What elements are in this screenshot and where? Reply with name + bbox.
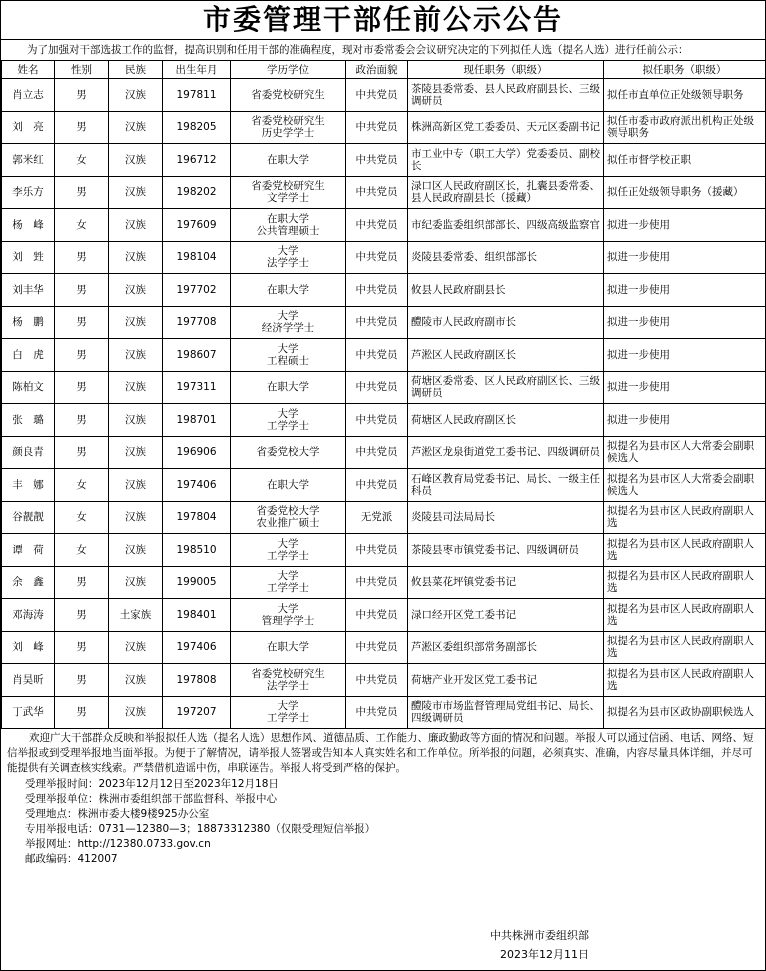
intro-text: 为了加强对干部选拔工作的监督，提高识别和任用干部的准确程度，现对市委常委会会议研究决定的下列拟任人选（提名人选）进行任前公示：: [27, 44, 689, 56]
ethnicity-cell: 汉族: [109, 696, 163, 729]
report-phone: 专用举报电话：0731—12380—3；18873312380（仅限受理短信举报）: [25, 823, 376, 835]
proposed-position-cell: 拟任正处级领导职务（援藏）: [604, 176, 766, 209]
current-position-cell: 荷塘产业开发区党工委书记: [408, 664, 604, 697]
gender-cell: 男: [55, 306, 109, 339]
gender-cell: 女: [55, 209, 109, 242]
current-position-cell: 醴陵市人民政府副市长: [408, 306, 604, 339]
table-row: [2, 566, 766, 599]
current-position-cell: 醴陵市市场监督管理局党组书记、局长、四级调研员: [408, 696, 604, 729]
proposed-position-cell: 拟提名为县市区人民政府副职人选: [604, 664, 766, 697]
current-position-cell: 荷塘区人民政府副区长: [408, 404, 604, 437]
signature-org: 中共株洲市委组织部: [490, 929, 589, 942]
table-row: [2, 696, 766, 729]
birth-cell: 198701: [163, 404, 231, 437]
name-cell: 肖昊昕: [2, 664, 55, 697]
header-political-status: 政治面貌: [346, 61, 408, 79]
ethnicity-cell: 汉族: [109, 371, 163, 404]
education-cell: 省委党校研究生 历史学学士: [231, 111, 346, 144]
gender-cell: 女: [55, 534, 109, 567]
ethnicity-cell: 汉族: [109, 664, 163, 697]
name-cell: 丰 娜: [2, 469, 55, 502]
proposed-position-cell: 拟进一步使用: [604, 371, 766, 404]
report-unit: 受理举报单位：株洲市委组织部干部监督科、举报中心: [25, 793, 277, 805]
political-status-cell: 中共党员: [346, 306, 408, 339]
gender-cell: 男: [55, 241, 109, 274]
ethnicity-cell: 汉族: [109, 306, 163, 339]
education-cell: 大学 工程硕士: [231, 339, 346, 372]
education-cell: 大学 工学学士: [231, 566, 346, 599]
gender-cell: 男: [55, 631, 109, 664]
birth-cell: 197207: [163, 696, 231, 729]
ethnicity-cell: 汉族: [109, 176, 163, 209]
name-cell: 肖立志: [2, 79, 55, 112]
birth-cell: 197702: [163, 274, 231, 307]
candidate-table: [1, 60, 766, 729]
report-time: 受理举报时间：2023年12月12日至2023年12月18日: [25, 778, 279, 790]
notice-text: 欢迎广大干部群众反映和举报拟任人选（提名人选）思想作风、道德品质、工作能力、廉政勤政等方面的情况和问题。举报人可以通过信函、电话、网络、短信举报或到受理举报地当面举报。为便于了解情况，请举报人签署或告知本人真实姓名和工作单位。所举报的问题，必须真实、准确，内容尽量具体详细，并尽可能提供有关调查核实线索。严禁借机造谣中伤，串联诬告。举报人将受到严格的保护。: [7, 732, 754, 774]
gender-cell: 女: [55, 469, 109, 502]
birth-cell: 198104: [163, 241, 231, 274]
current-position-cell: 攸县人民政府副县长: [408, 274, 604, 307]
table-row: [2, 534, 766, 567]
table-row: [2, 209, 766, 242]
political-status-cell: 中共党员: [346, 144, 408, 177]
birth-cell: 197311: [163, 371, 231, 404]
education-cell: 在职大学: [231, 469, 346, 502]
birth-cell: 198510: [163, 534, 231, 567]
gender-cell: 女: [55, 501, 109, 534]
education-cell: 在职大学: [231, 274, 346, 307]
political-status-cell: 中共党员: [346, 274, 408, 307]
birth-cell: 196712: [163, 144, 231, 177]
name-cell: 刘 亮: [2, 111, 55, 144]
report-location: 受理地点：株洲市委大楼9楼925办公室: [25, 808, 210, 820]
proposed-position-cell: 拟任市督学校正职: [604, 144, 766, 177]
table-body: [2, 79, 766, 729]
name-cell: 郭米红: [2, 144, 55, 177]
notice-section: [1, 729, 765, 776]
education-cell: 大学 工学学士: [231, 404, 346, 437]
gender-cell: 男: [55, 111, 109, 144]
birth-cell: 197406: [163, 469, 231, 502]
current-position-cell: 荷塘区委常委、区人民政府副区长、三级调研员: [408, 371, 604, 404]
current-position-cell: 芦淞区人民政府副区长: [408, 339, 604, 372]
name-cell: 丁武华: [2, 696, 55, 729]
political-status-cell: 中共党员: [346, 241, 408, 274]
proposed-position-cell: 拟进一步使用: [604, 241, 766, 274]
gender-cell: 女: [55, 144, 109, 177]
ethnicity-cell: 汉族: [109, 144, 163, 177]
education-cell: 在职大学: [231, 631, 346, 664]
current-position-cell: 株洲高新区党工委委员、天元区委副书记: [408, 111, 604, 144]
table-row: [2, 144, 766, 177]
report-website: 举报网址：http://12380.0733.gov.cn: [25, 838, 211, 850]
political-status-cell: 中共党员: [346, 79, 408, 112]
current-position-cell: 攸县菜花坪镇党委书记: [408, 566, 604, 599]
political-status-cell: 中共党员: [346, 436, 408, 469]
header-gender: 性别: [55, 61, 109, 79]
gender-cell: 男: [55, 79, 109, 112]
political-status-cell: 中共党员: [346, 404, 408, 437]
current-position-cell: 炎陵县委常委、组织部部长: [408, 241, 604, 274]
header-name: 姓名: [2, 61, 55, 79]
name-cell: 杨 峰: [2, 209, 55, 242]
proposed-position-cell: 拟进一步使用: [604, 209, 766, 242]
ethnicity-cell: 汉族: [109, 209, 163, 242]
political-status-cell: 中共党员: [346, 696, 408, 729]
gender-cell: 男: [55, 696, 109, 729]
proposed-position-cell: 拟提名为县市区政协副职候选人: [604, 696, 766, 729]
table-row: [2, 79, 766, 112]
name-cell: 白 虎: [2, 339, 55, 372]
gender-cell: 男: [55, 404, 109, 437]
ethnicity-cell: 汉族: [109, 111, 163, 144]
education-cell: 省委党校研究生 法学学士: [231, 664, 346, 697]
name-cell: 颜良青: [2, 436, 55, 469]
proposed-position-cell: 拟进一步使用: [604, 339, 766, 372]
name-cell: 李乐方: [2, 176, 55, 209]
education-cell: 大学 法学学士: [231, 241, 346, 274]
gender-cell: 男: [55, 176, 109, 209]
proposed-position-cell: 拟提名为县市区人民政府副职人选: [604, 599, 766, 632]
current-position-cell: 茶陵县委常委、县人民政府副县长、三级调研员: [408, 79, 604, 112]
current-position-cell: 茶陵县枣市镇党委书记、四级调研员: [408, 534, 604, 567]
header-ethnicity: 民族: [109, 61, 163, 79]
political-status-cell: 中共党员: [346, 209, 408, 242]
current-position-cell: 渌口经开区党工委书记: [408, 599, 604, 632]
proposed-position-cell: 拟进一步使用: [604, 274, 766, 307]
political-status-cell: 中共党员: [346, 631, 408, 664]
table-row: [2, 404, 766, 437]
current-position-cell: 石峰区教育局党委书记、局长、一级主任科员: [408, 469, 604, 502]
ethnicity-cell: 汉族: [109, 566, 163, 599]
table-row: [2, 664, 766, 697]
birth-cell: 197708: [163, 306, 231, 339]
name-cell: 陈柏文: [2, 371, 55, 404]
political-status-cell: 中共党员: [346, 566, 408, 599]
table-row: [2, 241, 766, 274]
contact-info: [1, 777, 765, 867]
table-row: [2, 339, 766, 372]
table-row: [2, 469, 766, 502]
political-status-cell: 无党派: [346, 501, 408, 534]
table-row: [2, 111, 766, 144]
education-cell: 大学 管理学学士: [231, 599, 346, 632]
ethnicity-cell: 汉族: [109, 436, 163, 469]
header-birth: 出生年月: [163, 61, 231, 79]
table-row: [2, 631, 766, 664]
education-cell: 省委党校大学 农业推广硕士: [231, 501, 346, 534]
page-title: 市委管理干部任前公示公告: [1, 1, 765, 40]
birth-cell: 198205: [163, 111, 231, 144]
proposed-position-cell: 拟提名为县市区人大常委会副职候选人: [604, 436, 766, 469]
birth-cell: 196906: [163, 436, 231, 469]
proposed-position-cell: 拟提名为县市区人民政府副职人选: [604, 534, 766, 567]
education-cell: 省委党校研究生 文学学士: [231, 176, 346, 209]
table-row: [2, 306, 766, 339]
proposed-position-cell: 拟任市直单位正处级领导职务: [604, 79, 766, 112]
education-cell: 在职大学: [231, 144, 346, 177]
current-position-cell: 炎陵县司法局局长: [408, 501, 604, 534]
current-position-cell: 市工业中专（职工大学）党委委员、副校长: [408, 144, 604, 177]
political-status-cell: 中共党员: [346, 664, 408, 697]
education-cell: 省委党校大学: [231, 436, 346, 469]
birth-cell: 197804: [163, 501, 231, 534]
ethnicity-cell: 汉族: [109, 534, 163, 567]
table-row: [2, 371, 766, 404]
birth-cell: 197811: [163, 79, 231, 112]
education-cell: 大学 工学学士: [231, 696, 346, 729]
current-position-cell: 芦淞区委组织部常务副部长: [408, 631, 604, 664]
header-education: 学历学位: [231, 61, 346, 79]
proposed-position-cell: 拟提名为县市区人大常委会副职候选人: [604, 469, 766, 502]
political-status-cell: 中共党员: [346, 339, 408, 372]
current-position-cell: 市纪委监委组织部部长、四级高级监察官: [408, 209, 604, 242]
political-status-cell: 中共党员: [346, 534, 408, 567]
ethnicity-cell: 汉族: [109, 79, 163, 112]
birth-cell: 199005: [163, 566, 231, 599]
ethnicity-cell: 汉族: [109, 404, 163, 437]
table-row: [2, 274, 766, 307]
name-cell: 刘丰华: [2, 274, 55, 307]
name-cell: 刘 甡: [2, 241, 55, 274]
political-status-cell: 中共党员: [346, 371, 408, 404]
proposed-position-cell: 拟进一步使用: [604, 404, 766, 437]
ethnicity-cell: 汉族: [109, 241, 163, 274]
gender-cell: 男: [55, 566, 109, 599]
table-header-row: [2, 61, 766, 79]
name-cell: 余 鑫: [2, 566, 55, 599]
gender-cell: 男: [55, 664, 109, 697]
gender-cell: 男: [55, 436, 109, 469]
signature-date: 2023年12月11日: [500, 948, 589, 961]
proposed-position-cell: 拟提名为县市区人民政府副职人选: [604, 501, 766, 534]
gender-cell: 男: [55, 599, 109, 632]
proposed-position-cell: 拟提名为县市区人民政府副职人选: [604, 631, 766, 664]
birth-cell: 198401: [163, 599, 231, 632]
ethnicity-cell: 汉族: [109, 274, 163, 307]
name-cell: 谷靓靓: [2, 501, 55, 534]
name-cell: 谭 荷: [2, 534, 55, 567]
education-cell: 省委党校研究生: [231, 79, 346, 112]
current-position-cell: 芦淞区龙泉街道党工委书记、四级调研员: [408, 436, 604, 469]
education-cell: 大学 经济学学士: [231, 306, 346, 339]
political-status-cell: 中共党员: [346, 176, 408, 209]
table-row: [2, 436, 766, 469]
name-cell: 张 璐: [2, 404, 55, 437]
birth-cell: 197406: [163, 631, 231, 664]
current-position-cell: 渌口区人民政府副区长，扎囊县委常委、县人民政府副县长（援藏）: [408, 176, 604, 209]
birth-cell: 197609: [163, 209, 231, 242]
proposed-position-cell: 拟提名为县市区人民政府副职人选: [604, 566, 766, 599]
education-cell: 大学 工学学士: [231, 534, 346, 567]
ethnicity-cell: 汉族: [109, 631, 163, 664]
political-status-cell: 中共党员: [346, 111, 408, 144]
education-cell: 在职大学 公共管理硕士: [231, 209, 346, 242]
name-cell: 杨 鹏: [2, 306, 55, 339]
table-row: [2, 501, 766, 534]
political-status-cell: 中共党员: [346, 599, 408, 632]
birth-cell: 198607: [163, 339, 231, 372]
signature-block: [449, 926, 589, 964]
ethnicity-cell: 汉族: [109, 469, 163, 502]
postal-code: 邮政编码：412007: [25, 853, 118, 865]
gender-cell: 男: [55, 274, 109, 307]
birth-cell: 198202: [163, 176, 231, 209]
education-cell: 在职大学: [231, 371, 346, 404]
proposed-position-cell: 拟进一步使用: [604, 306, 766, 339]
name-cell: 邓海涛: [2, 599, 55, 632]
proposed-position-cell: 拟任市委市政府派出机构正处级领导职务: [604, 111, 766, 144]
gender-cell: 男: [55, 339, 109, 372]
ethnicity-cell: 汉族: [109, 339, 163, 372]
gender-cell: 男: [55, 371, 109, 404]
ethnicity-cell: 土家族: [109, 599, 163, 632]
header-current-position: 现任职务（职级）: [408, 61, 604, 79]
table-row: [2, 599, 766, 632]
header-proposed-position: 拟任职务（职级）: [604, 61, 766, 79]
table-row: [2, 176, 766, 209]
political-status-cell: 中共党员: [346, 469, 408, 502]
name-cell: 刘 峰: [2, 631, 55, 664]
birth-cell: 197808: [163, 664, 231, 697]
ethnicity-cell: 汉族: [109, 501, 163, 534]
